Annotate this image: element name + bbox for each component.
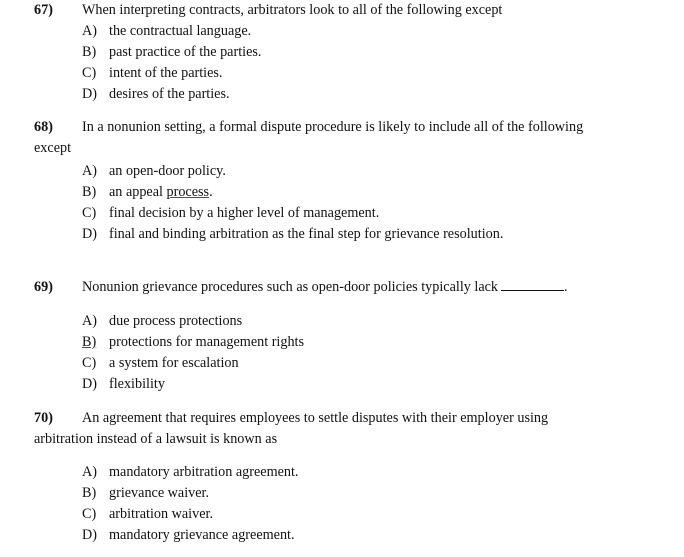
option-letter: B) — [82, 485, 97, 501]
option-text: intent of the parties. — [109, 65, 223, 81]
option-letter: D) — [82, 226, 97, 242]
option-b[interactable] — [82, 182, 674, 203]
question-number: 69) — [34, 279, 53, 295]
answer-options — [82, 161, 674, 245]
option-letter: A) — [82, 313, 97, 329]
option-letter: A) — [82, 464, 97, 480]
option-b[interactable] — [82, 483, 674, 504]
option-text: an open-door policy. — [109, 163, 226, 179]
question-stem-end: . — [564, 279, 568, 295]
option-b[interactable] — [82, 42, 674, 63]
option-c[interactable] — [82, 353, 674, 374]
option-b[interactable] — [82, 332, 674, 353]
option-text-post: . — [209, 184, 213, 200]
option-text: the contractual language. — [109, 23, 252, 39]
option-text: past practice of the parties. — [109, 44, 262, 60]
answer-options — [82, 311, 674, 395]
option-text: final and binding arbitration as the final step for grievance resolution. — [109, 226, 504, 242]
option-text: due process protections — [109, 313, 243, 329]
question-70 — [34, 408, 674, 546]
option-letter: C) — [82, 205, 97, 221]
question-69 — [34, 277, 674, 395]
question-67 — [34, 0, 674, 105]
question-stem: An agreement that requires employees to settle disputes with their employer using — [82, 410, 549, 426]
option-d[interactable] — [82, 84, 674, 105]
option-c[interactable] — [82, 63, 674, 84]
answer-options — [82, 21, 674, 105]
option-text: desires of the parties. — [109, 86, 230, 102]
option-text-pre: an appeal — [109, 184, 167, 200]
option-d[interactable] — [82, 224, 674, 245]
option-text: mandatory arbitration agreement. — [109, 464, 299, 480]
option-text: grievance waiver. — [109, 485, 210, 501]
question-stem-continuation: except — [34, 140, 72, 156]
option-letter: D) — [82, 86, 97, 102]
option-letter: C) — [82, 65, 97, 81]
option-letter: A) — [82, 23, 97, 39]
option-text: flexibility — [109, 376, 165, 392]
option-text-underlined: process — [166, 184, 210, 200]
option-letter: C) — [82, 506, 97, 522]
question-stem-continuation: arbitration instead of a lawsuit is known as — [34, 431, 278, 447]
option-text: mandatory grievance agreement. — [109, 527, 295, 543]
option-d[interactable] — [82, 374, 674, 395]
question-stem: When interpreting contracts, arbitrators look to all of the following except — [82, 2, 503, 18]
question-number: 67) — [34, 2, 53, 18]
option-text: a system for escalation — [109, 355, 239, 371]
option-text: arbitration waiver. — [109, 506, 214, 522]
option-letter: B) — [82, 44, 97, 60]
question-68 — [34, 117, 674, 245]
question-stem: In a nonunion setting, a formal dispute procedure is likely to include all of the following — [82, 119, 584, 135]
question-number: 68) — [34, 119, 53, 135]
option-letter: D) — [82, 376, 97, 392]
question-number: 70) — [34, 410, 53, 426]
option-letter: D) — [82, 527, 97, 543]
option-letter: A) — [82, 163, 97, 179]
option-letter: C) — [82, 355, 97, 371]
answer-blank — [501, 277, 564, 291]
option-a[interactable] — [82, 462, 674, 483]
option-text: protections for management rights — [109, 334, 305, 350]
answer-options — [82, 462, 674, 546]
option-letter: B) — [82, 184, 97, 200]
option-c[interactable] — [82, 203, 674, 224]
option-c[interactable] — [82, 504, 674, 525]
option-a[interactable] — [82, 161, 674, 182]
option-d[interactable] — [82, 525, 674, 546]
option-a[interactable] — [82, 311, 674, 332]
option-letter: B) — [82, 334, 97, 350]
option-a[interactable] — [82, 21, 674, 42]
question-stem: Nonunion grievance procedures such as open-door policies typically lack — [82, 279, 499, 295]
option-text: final decision by a higher level of management. — [109, 205, 380, 221]
